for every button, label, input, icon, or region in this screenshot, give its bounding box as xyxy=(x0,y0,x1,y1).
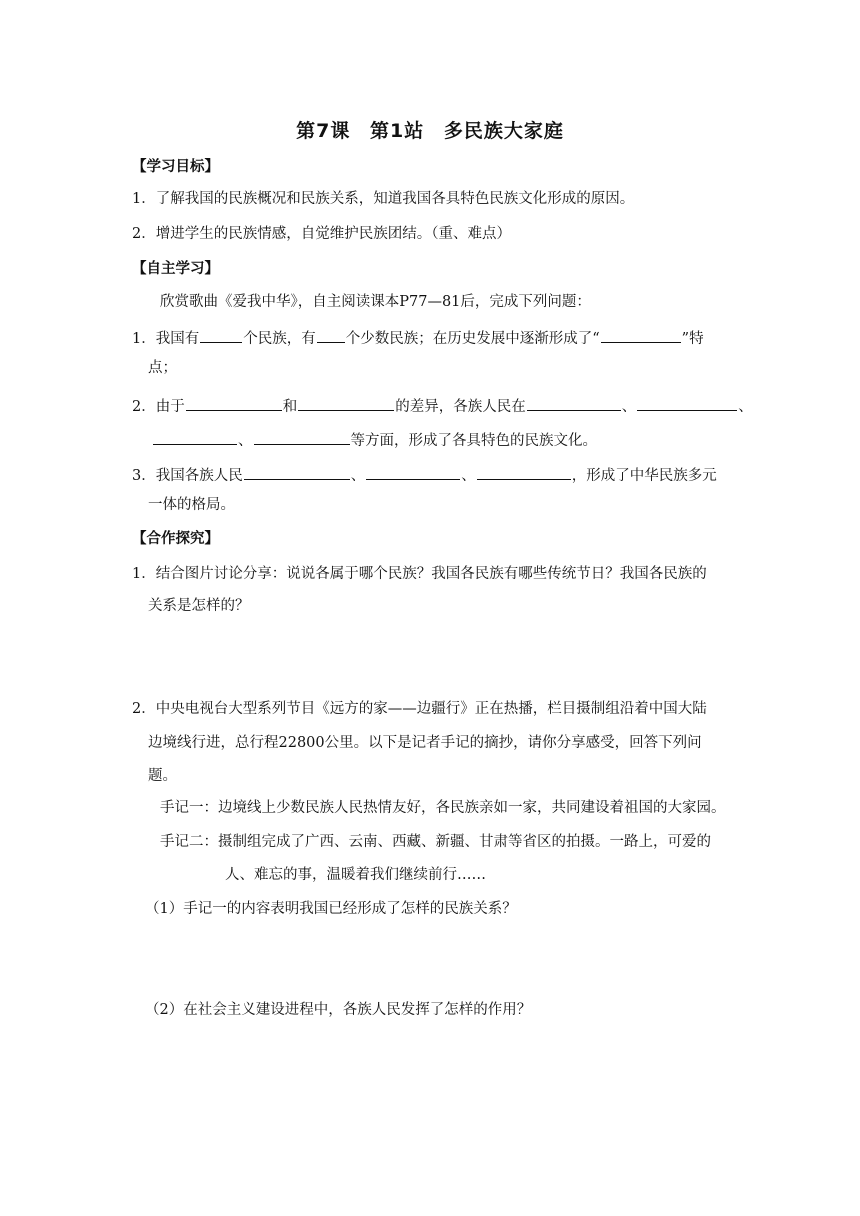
fill-blank[interactable] xyxy=(477,464,571,480)
question-3: 3．我国各族人民 、 、 ，形成了中华民族多元 xyxy=(132,464,717,486)
reporter-note-2-cont: 人、难忘的事，温暖着我们继续前行…… xyxy=(225,867,486,883)
fill-blank[interactable] xyxy=(186,395,282,411)
objective-1: 1．了解我国的民族概况和民族关系，知道我国各具特色民族文化形成的原因。 xyxy=(132,191,635,207)
reporter-note-2: 手记二：摄制组完成了广西、云南、西藏、新疆、甘肃等省区的拍摄。一路上，可爱的 xyxy=(160,834,711,850)
lesson-name: 多民族大家庭 xyxy=(443,120,564,142)
coop-question-1-cont: 关系是怎样的？ xyxy=(148,598,250,614)
fill-blank[interactable] xyxy=(298,395,394,411)
fill-blank[interactable] xyxy=(153,429,237,445)
coop-question-1: 1．结合图片讨论分享：说说各属于哪个民族？我国各民族有哪些传统节日？我国各民族的 xyxy=(132,566,707,582)
lesson-number: 第7课 xyxy=(296,120,351,142)
fill-blank[interactable] xyxy=(317,327,345,343)
coop-question-2: 2．中央电视台大型系列节目《远方的家——边疆行》正在热播，栏目摄制组沿着中国大陆 xyxy=(132,701,707,717)
fill-blank[interactable] xyxy=(200,327,242,343)
fill-blank[interactable] xyxy=(601,327,681,343)
fill-blank[interactable] xyxy=(527,395,621,411)
coop-question-2-cont: 边境线行进，总行程22800公里。以下是记者手记的摘抄，请你分享感受，回答下列问 xyxy=(148,735,702,751)
sub-question-2: （2）在社会主义建设进程中，各族人民发挥了怎样的作用？ xyxy=(145,1002,532,1018)
question-1-cont: 点； xyxy=(148,360,177,376)
reporter-note-1: 手记一：边境线上少数民族人民热情友好，各民族亲如一家，共同建设着祖国的大家园。 xyxy=(160,800,726,816)
self-study-intro: 欣赏歌曲《爱我中华》，自主阅读课本P77—81后，完成下列问题： xyxy=(160,294,591,310)
objective-2: 2．增进学生的民族情感，自觉维护民族团结。（重、难点） xyxy=(132,226,511,242)
fill-blank[interactable] xyxy=(254,429,350,445)
station-number: 第1站 xyxy=(369,120,425,142)
fill-blank[interactable] xyxy=(637,395,737,411)
sub-question-1: （1）手记一的内容表明我国已经形成了怎样的民族关系？ xyxy=(145,901,517,917)
question-3-cont: 一体的格局。 xyxy=(148,497,235,513)
page-title xyxy=(0,116,860,143)
question-2: 2．由于 和 的差异，各族人民在 、 、 xyxy=(132,395,753,417)
coop-question-2-cont2: 题。 xyxy=(148,768,177,784)
section-cooperation: 【合作探究】 xyxy=(132,531,219,547)
fill-blank[interactable] xyxy=(366,464,460,480)
question-1: 1．我国有 个民族，有 个少数民族；在历史发展中逐渐形成了“ ”特 xyxy=(132,327,704,349)
section-self-study: 【自主学习】 xyxy=(132,261,219,277)
fill-blank[interactable] xyxy=(244,464,350,480)
question-2-cont: 、 等方面，形成了各具特色的民族文化。 xyxy=(152,429,597,451)
section-objectives: 【学习目标】 xyxy=(132,159,219,175)
